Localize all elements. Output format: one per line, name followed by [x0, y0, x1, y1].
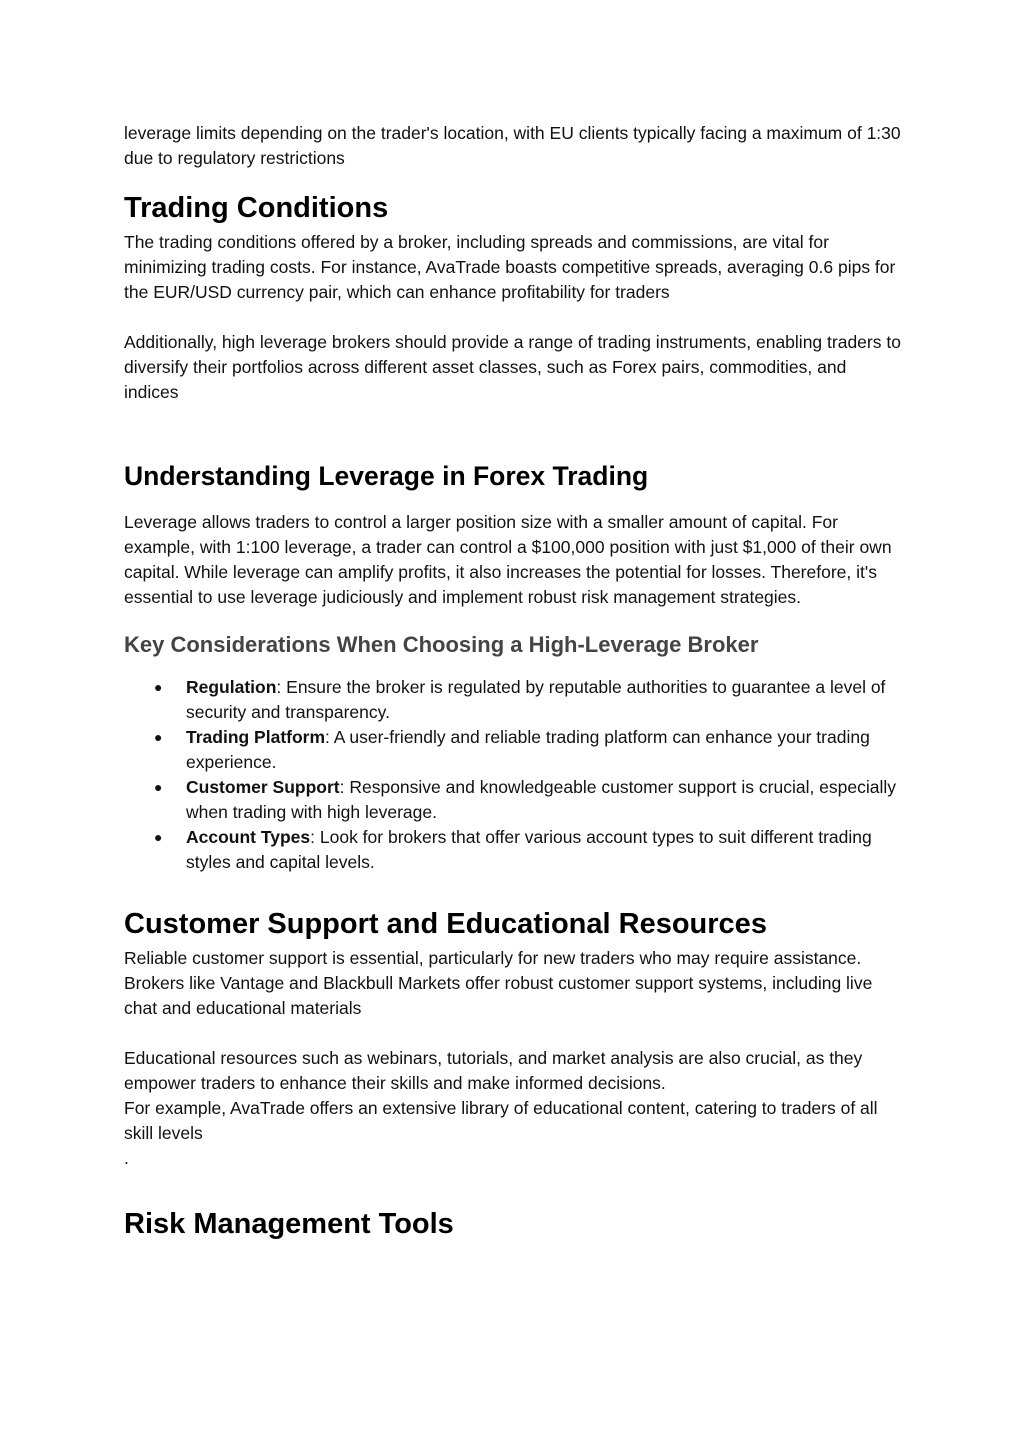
list-item-term: Account Types — [186, 827, 311, 847]
list-item — [124, 825, 904, 875]
customer-support-paragraph-1: Reliable customer support is essential, particularly for new traders who may require assistance. Brokers like Vantage and Blackbull Markets offer robust customer support systems, including live chat and educational materials — [124, 948, 873, 1018]
list-item-text: : A user-friendly and reliable trading platform can enhance your trading experience. — [186, 727, 870, 772]
bullet-icon: ● — [154, 829, 163, 845]
list-item-text: : Ensure the broker is regulated by reputable authorities to guarantee a level of security and transparency. — [186, 677, 886, 722]
bullet-icon: ● — [154, 779, 163, 795]
heading-understanding-leverage: Understanding Leverage in Forex Trading — [124, 461, 649, 491]
list-item-term: Trading Platform — [186, 727, 326, 747]
list-item-text: : Look for brokers that offer various account types to suit different trading styles and capital levels. — [186, 827, 872, 872]
heading-customer-support: Customer Support and Educational Resources — [124, 908, 767, 940]
list-item-term: Customer Support — [186, 777, 340, 797]
list-item — [124, 725, 904, 775]
heading-key-considerations: Key Considerations When Choosing a High-Leverage Broker — [124, 632, 759, 657]
trading-conditions-paragraph-2: Additionally, high leverage brokers should provide a range of trading instruments, enabling traders to diversify their portfolios across different asset classes, such as Forex pairs, commodities, and indices — [124, 332, 901, 402]
list-item — [124, 775, 904, 825]
list-item-text: : Responsive and knowledgeable customer support is crucial, especially when trading with high leverage. — [186, 777, 897, 822]
understanding-leverage-paragraph: Leverage allows traders to control a larger position size with a smaller amount of capital. For example, with 1:100 leverage, a trader can control a $100,000 position with just $1,000 of their own capital. While leverage can amplify profits, it also increases the potential for losses. Therefore, it's essential to use leverage judiciously and implement robust risk management strategies. — [124, 512, 892, 607]
bullet-icon: ● — [154, 729, 163, 745]
heading-risk-management: Risk Management Tools — [124, 1208, 454, 1240]
customer-support-paragraph-4: . — [124, 1148, 129, 1168]
key-considerations-list — [124, 675, 904, 875]
intro-paragraph: leverage limits depending on the trader's location, with EU clients typically facing a maximum of 1:30 due to regulatory restrictions — [124, 123, 901, 168]
list-item — [124, 675, 904, 725]
customer-support-paragraph-3: For example, AvaTrade offers an extensive library of educational content, catering to traders of all skill levels — [124, 1098, 878, 1143]
bullet-icon: ● — [154, 679, 163, 695]
list-item-term: Regulation — [186, 677, 277, 697]
heading-trading-conditions: Trading Conditions — [124, 192, 389, 224]
trading-conditions-paragraph-1: The trading conditions offered by a broker, including spreads and commissions, are vital for minimizing trading costs. For instance, AvaTrade boasts competitive spreads, averaging 0.6 pips for the EUR/USD currency pair, which can enhance profitability for traders — [124, 232, 896, 302]
customer-support-paragraph-2: Educational resources such as webinars, tutorials, and market analysis are also crucial, as they empower traders to enhance their skills and make informed decisions. — [124, 1048, 863, 1093]
document-page — [124, 121, 904, 1242]
